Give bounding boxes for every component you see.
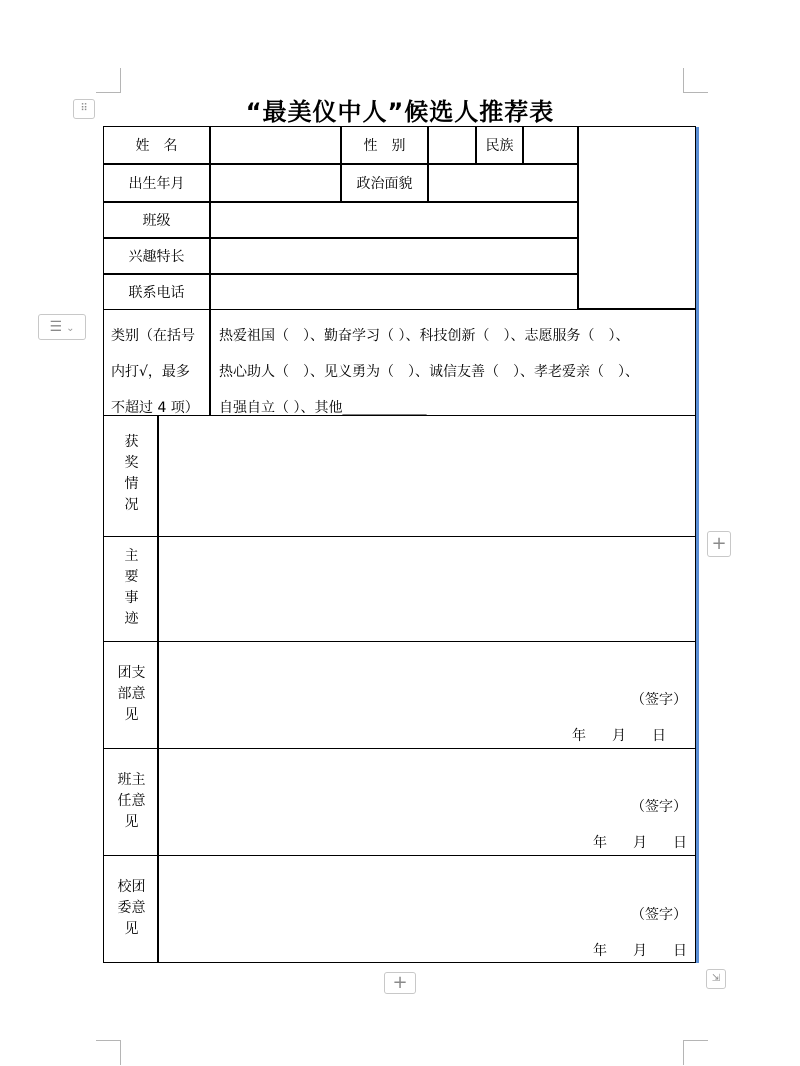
school-league-date bbox=[593, 940, 687, 960]
deeds-label-char: 主 bbox=[124, 548, 139, 564]
awards-label-char: 奖 bbox=[124, 455, 139, 471]
awards-label bbox=[104, 432, 159, 516]
league-branch-label-line: 团支 bbox=[117, 665, 146, 681]
crop-mark-bottom-left bbox=[96, 1040, 121, 1065]
crop-mark-bottom-right bbox=[683, 1040, 708, 1065]
gender-label-cell bbox=[341, 126, 428, 164]
document-title: “最美仪中人”候选人推荐表 bbox=[245, 98, 555, 126]
table-selection-edge bbox=[696, 127, 699, 963]
hobby-label: 兴趣特长 bbox=[128, 249, 185, 265]
crop-mark-top-right bbox=[683, 68, 708, 93]
school-league-label-line: 见 bbox=[124, 921, 139, 937]
category-option-line[interactable]: 热爱祖国（ ）、勤奋学习（ ）、科技创新（ ）、志愿服务（ ）、 bbox=[219, 328, 630, 344]
deeds-label-char: 事 bbox=[124, 590, 139, 606]
birth-label: 出生年月 bbox=[128, 176, 185, 192]
phone-field[interactable] bbox=[210, 274, 578, 310]
headteacher-date bbox=[593, 832, 687, 852]
date-year: 年 bbox=[593, 835, 607, 851]
class-field[interactable] bbox=[210, 202, 578, 238]
add-column-button[interactable] bbox=[707, 531, 731, 557]
class-label: 班级 bbox=[142, 213, 171, 229]
birth-field[interactable] bbox=[210, 164, 341, 202]
league-branch-label-line: 部意 bbox=[117, 686, 146, 702]
date-month: 月 bbox=[612, 728, 626, 744]
league-branch-label bbox=[104, 663, 159, 726]
league-branch-signature: （签字） bbox=[631, 692, 687, 708]
table-move-handle[interactable] bbox=[73, 99, 95, 119]
ethnicity-label: 民族 bbox=[485, 138, 514, 154]
school-league-label-line: 校团 bbox=[117, 879, 146, 895]
school-league-label bbox=[104, 877, 159, 940]
name-label: 姓 名 bbox=[135, 138, 178, 154]
table-resize-handle[interactable] bbox=[706, 969, 726, 989]
category-option-line[interactable]: 热心助人（ ）、见义勇为（ ）、诚信友善（ ）、孝老爱亲（ ）、 bbox=[219, 364, 639, 380]
category-label bbox=[111, 318, 199, 426]
resize-icon: ⇲ bbox=[711, 973, 721, 984]
deeds-label bbox=[104, 546, 159, 630]
move-handle-icon: ⠿ bbox=[80, 103, 88, 114]
plus-icon: + bbox=[392, 972, 408, 993]
political-field[interactable] bbox=[428, 164, 578, 202]
awards-label-char: 情 bbox=[124, 476, 139, 492]
date-day: 日 bbox=[652, 728, 666, 744]
name-label-cell bbox=[103, 126, 210, 164]
awards-label-char: 获 bbox=[124, 434, 139, 450]
date-day: 日 bbox=[673, 835, 687, 851]
political-label-cell bbox=[341, 164, 428, 202]
plus-icon: + bbox=[711, 533, 727, 554]
date-month: 月 bbox=[633, 835, 647, 851]
awards-field[interactable] bbox=[158, 415, 696, 537]
category-option-line[interactable]: 自强自立（ ）、其他____________ bbox=[219, 400, 427, 416]
row-menu-icon: ☰ bbox=[49, 319, 63, 335]
phone-label: 联系电话 bbox=[128, 285, 185, 301]
headteacher-label bbox=[104, 770, 159, 833]
school-league-signature: （签字） bbox=[631, 907, 687, 923]
date-year: 年 bbox=[572, 728, 586, 744]
gender-label: 性 别 bbox=[363, 138, 406, 154]
crop-mark-top-left bbox=[96, 68, 121, 93]
chevron-down-icon: ⌄ bbox=[66, 323, 75, 334]
date-day: 日 bbox=[673, 943, 687, 959]
date-month: 月 bbox=[633, 943, 647, 959]
gender-field[interactable] bbox=[428, 126, 476, 164]
league-branch-label-line: 见 bbox=[124, 707, 139, 723]
political-label: 政治面貌 bbox=[356, 176, 413, 192]
category-label-line: 内打√，最多 bbox=[111, 364, 190, 380]
deeds-label-char: 迹 bbox=[124, 611, 139, 627]
school-league-label-line: 委意 bbox=[117, 900, 146, 916]
birth-label-cell bbox=[103, 164, 210, 202]
headteacher-label-line: 任意 bbox=[117, 793, 146, 809]
deeds-field[interactable] bbox=[158, 536, 696, 642]
category-label-line: 类别（在括号 bbox=[111, 328, 195, 344]
category-options[interactable] bbox=[219, 318, 639, 426]
row-menu-button[interactable] bbox=[38, 314, 86, 340]
photo-field[interactable] bbox=[578, 126, 696, 309]
add-row-button[interactable] bbox=[384, 972, 416, 994]
hobby-field[interactable] bbox=[210, 238, 578, 274]
class-label-cell bbox=[103, 202, 210, 238]
name-field[interactable] bbox=[210, 126, 341, 164]
date-year: 年 bbox=[593, 943, 607, 959]
headteacher-label-line: 班主 bbox=[117, 772, 146, 788]
deeds-label-char: 要 bbox=[124, 569, 139, 585]
ethnicity-field[interactable] bbox=[523, 126, 578, 164]
headteacher-signature: （签字） bbox=[631, 799, 687, 815]
awards-label-char: 况 bbox=[124, 497, 139, 513]
headteacher-label-line: 见 bbox=[124, 814, 139, 830]
category-label-line: 不超过 4 项） bbox=[111, 400, 199, 416]
hobby-label-cell bbox=[103, 238, 210, 274]
league-branch-date bbox=[572, 725, 666, 745]
ethnicity-label-cell bbox=[476, 126, 523, 164]
phone-label-cell bbox=[103, 274, 210, 310]
